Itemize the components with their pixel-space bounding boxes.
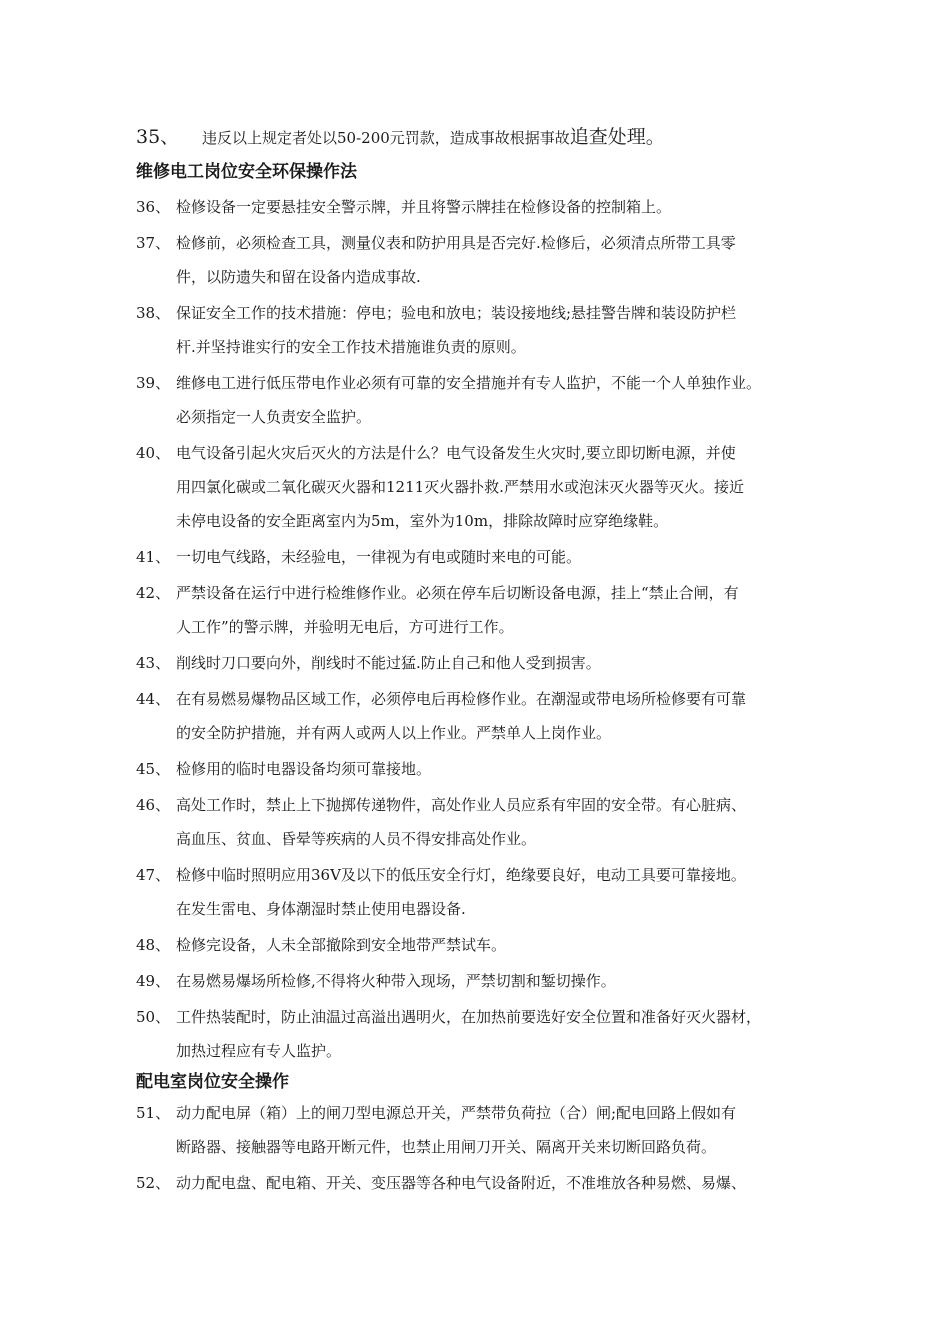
item-text-line: 加热过程应有专人监护。 (176, 1042, 342, 1060)
item-text-line: 在有易燃易爆物品区域工作，必须停电后再检修作业。在潮湿或带电场所检修要有可靠 (176, 690, 747, 708)
item-number: 48、 (136, 936, 171, 954)
item-number: 35、 (136, 126, 180, 148)
list-item (136, 682, 836, 750)
item-number: 45、 (136, 760, 171, 778)
list-item (136, 226, 836, 294)
list-item (136, 296, 836, 364)
item-text-line: 未停电设备的安全距离室内为5m，室外为10m，排除故障时应穿绝缘鞋。 (176, 512, 669, 530)
list-item (136, 1166, 836, 1200)
item-text-line: 电气设备引起火灾后灭火的方法是什么？电气设备发生火灾时,要立即切断电源，并使 (176, 444, 736, 462)
item-number: 47、 (136, 866, 171, 884)
item-number: 44、 (136, 690, 171, 708)
list-item (136, 964, 836, 998)
item-text-tail: 追查处理。 (569, 126, 665, 148)
item-text-line: 在易燃易爆场所检修,不得将火种带入现场，严禁切割和錾切操作。 (176, 972, 616, 990)
list-item (136, 190, 836, 224)
item-text-line: 断路器、接触器等电路开断元件，也禁止用闸刀开关、隔离开关来切断回路负荷。 (176, 1138, 717, 1156)
item-number: 49、 (136, 972, 171, 990)
item-text-line: 的安全防护措施，并有两人或两人以上作业。严禁单人上岗作业。 (176, 724, 612, 742)
list-item (136, 646, 836, 680)
item-number: 46、 (136, 796, 171, 814)
item-text-line: 检修完设备，人未全部撤除到安全地带严禁试车。 (176, 936, 507, 954)
list-item (136, 540, 836, 574)
item-number: 50、 (136, 1008, 171, 1026)
item-text-line: 件，以防遗失和留在设备内造成事故. (176, 268, 421, 286)
list-item (136, 1000, 836, 1068)
item-text-line: 用四氯化碳或二氧化碳灭火器和1211灭火器扑救.严禁用水或泡沫灭火器等灭火。接近 (176, 478, 744, 496)
list-item (136, 366, 836, 434)
list-item (136, 1096, 836, 1164)
item-text-line: 保证安全工作的技术措施：停电；验电和放电；装设接地线;悬挂警告牌和装设防护栏 (176, 304, 737, 322)
item-text-line: 检修设备一定要悬挂安全警示牌，并且将警示牌挂在检修设备的控制箱上。 (176, 198, 672, 216)
item-text-line: 在发生雷电、身体潮湿时禁止使用电器设备. (176, 900, 466, 918)
item-text-line: 动力配电屏（箱）上的闸刀型电源总开关，严禁带负荷拉（合）闸;配电回路上假如有 (176, 1104, 737, 1122)
list-item-35 (136, 120, 836, 155)
item-number: 43、 (136, 654, 171, 672)
item-text (202, 120, 836, 155)
item-number: 41、 (136, 548, 171, 566)
item-number: 38、 (136, 304, 171, 322)
item-text-line: 必须指定一人负责安全监护。 (176, 408, 372, 426)
section-heading-maintenance: 维修电工岗位安全环保操作法 (136, 162, 357, 182)
item-number: 51、 (136, 1104, 171, 1122)
item-text-line: 人工作”的警示牌，并验明无电后，方可进行工作。 (176, 618, 514, 636)
item-number: 39、 (136, 374, 171, 392)
item-number: 40、 (136, 444, 171, 462)
item-text-line: 维修电工进行低压带电作业必须有可靠的安全措施并有专人监护，不能一个人单独作业。 (176, 374, 762, 392)
item-number: 36、 (136, 198, 171, 216)
section-heading-distribution-room: 配电室岗位安全操作 (136, 1072, 289, 1092)
list-item (136, 858, 836, 926)
item-number: 42、 (136, 584, 171, 602)
item-text-line: 杆.并坚持谁实行的安全工作技术措施谁负责的原则。 (176, 338, 526, 356)
item-text-main: 违反以上规定者处以50-200元罚款，造成事故根据事故 (202, 129, 570, 147)
item-text-line: 检修前，必须检查工具，测量仪表和防护用具是否完好.检修后，必须清点所带工具零 (176, 234, 736, 252)
list-item (136, 928, 836, 962)
item-text-line: 一切电气线路，未经验电，一律视为有电或随时来电的可能。 (176, 548, 582, 566)
item-text-line: 检修用的临时电器设备均须可靠接地。 (176, 760, 432, 778)
list-item (136, 752, 836, 786)
item-text-line: 检修中临时照明应用36V及以下的低压安全行灯，绝缘要良好，电动工具要可靠接地。 (176, 866, 746, 884)
item-number: 52、 (136, 1174, 171, 1192)
item-text-line: 高血压、贫血、昏晕等疾病的人员不得安排高处作业。 (176, 830, 537, 848)
list-item (136, 436, 836, 538)
list-item (136, 576, 836, 644)
item-text-line: 动力配电盘、配电箱、开关、变压器等各种电气设备附近，不准堆放各种易燃、易爆、 (176, 1174, 747, 1192)
item-text-line: 高处工作时，禁止上下抛掷传递物件，高处作业人员应系有牢固的安全带。有心脏病、 (176, 796, 747, 814)
item-text-line: 削线时刀口要向外，削线时不能过猛.防止自己和他人受到损害。 (176, 654, 601, 672)
item-number: 37、 (136, 234, 171, 252)
item-text-line: 工件热装配时，防止油温过高溢出遇明火，在加热前要选好安全位置和准备好灭火器材， (176, 1008, 762, 1026)
item-text-line: 严禁设备在运行中进行检维修作业。必须在停车后切断设备电源，挂上“禁止合闸，有 (176, 584, 739, 602)
list-item (136, 788, 836, 856)
